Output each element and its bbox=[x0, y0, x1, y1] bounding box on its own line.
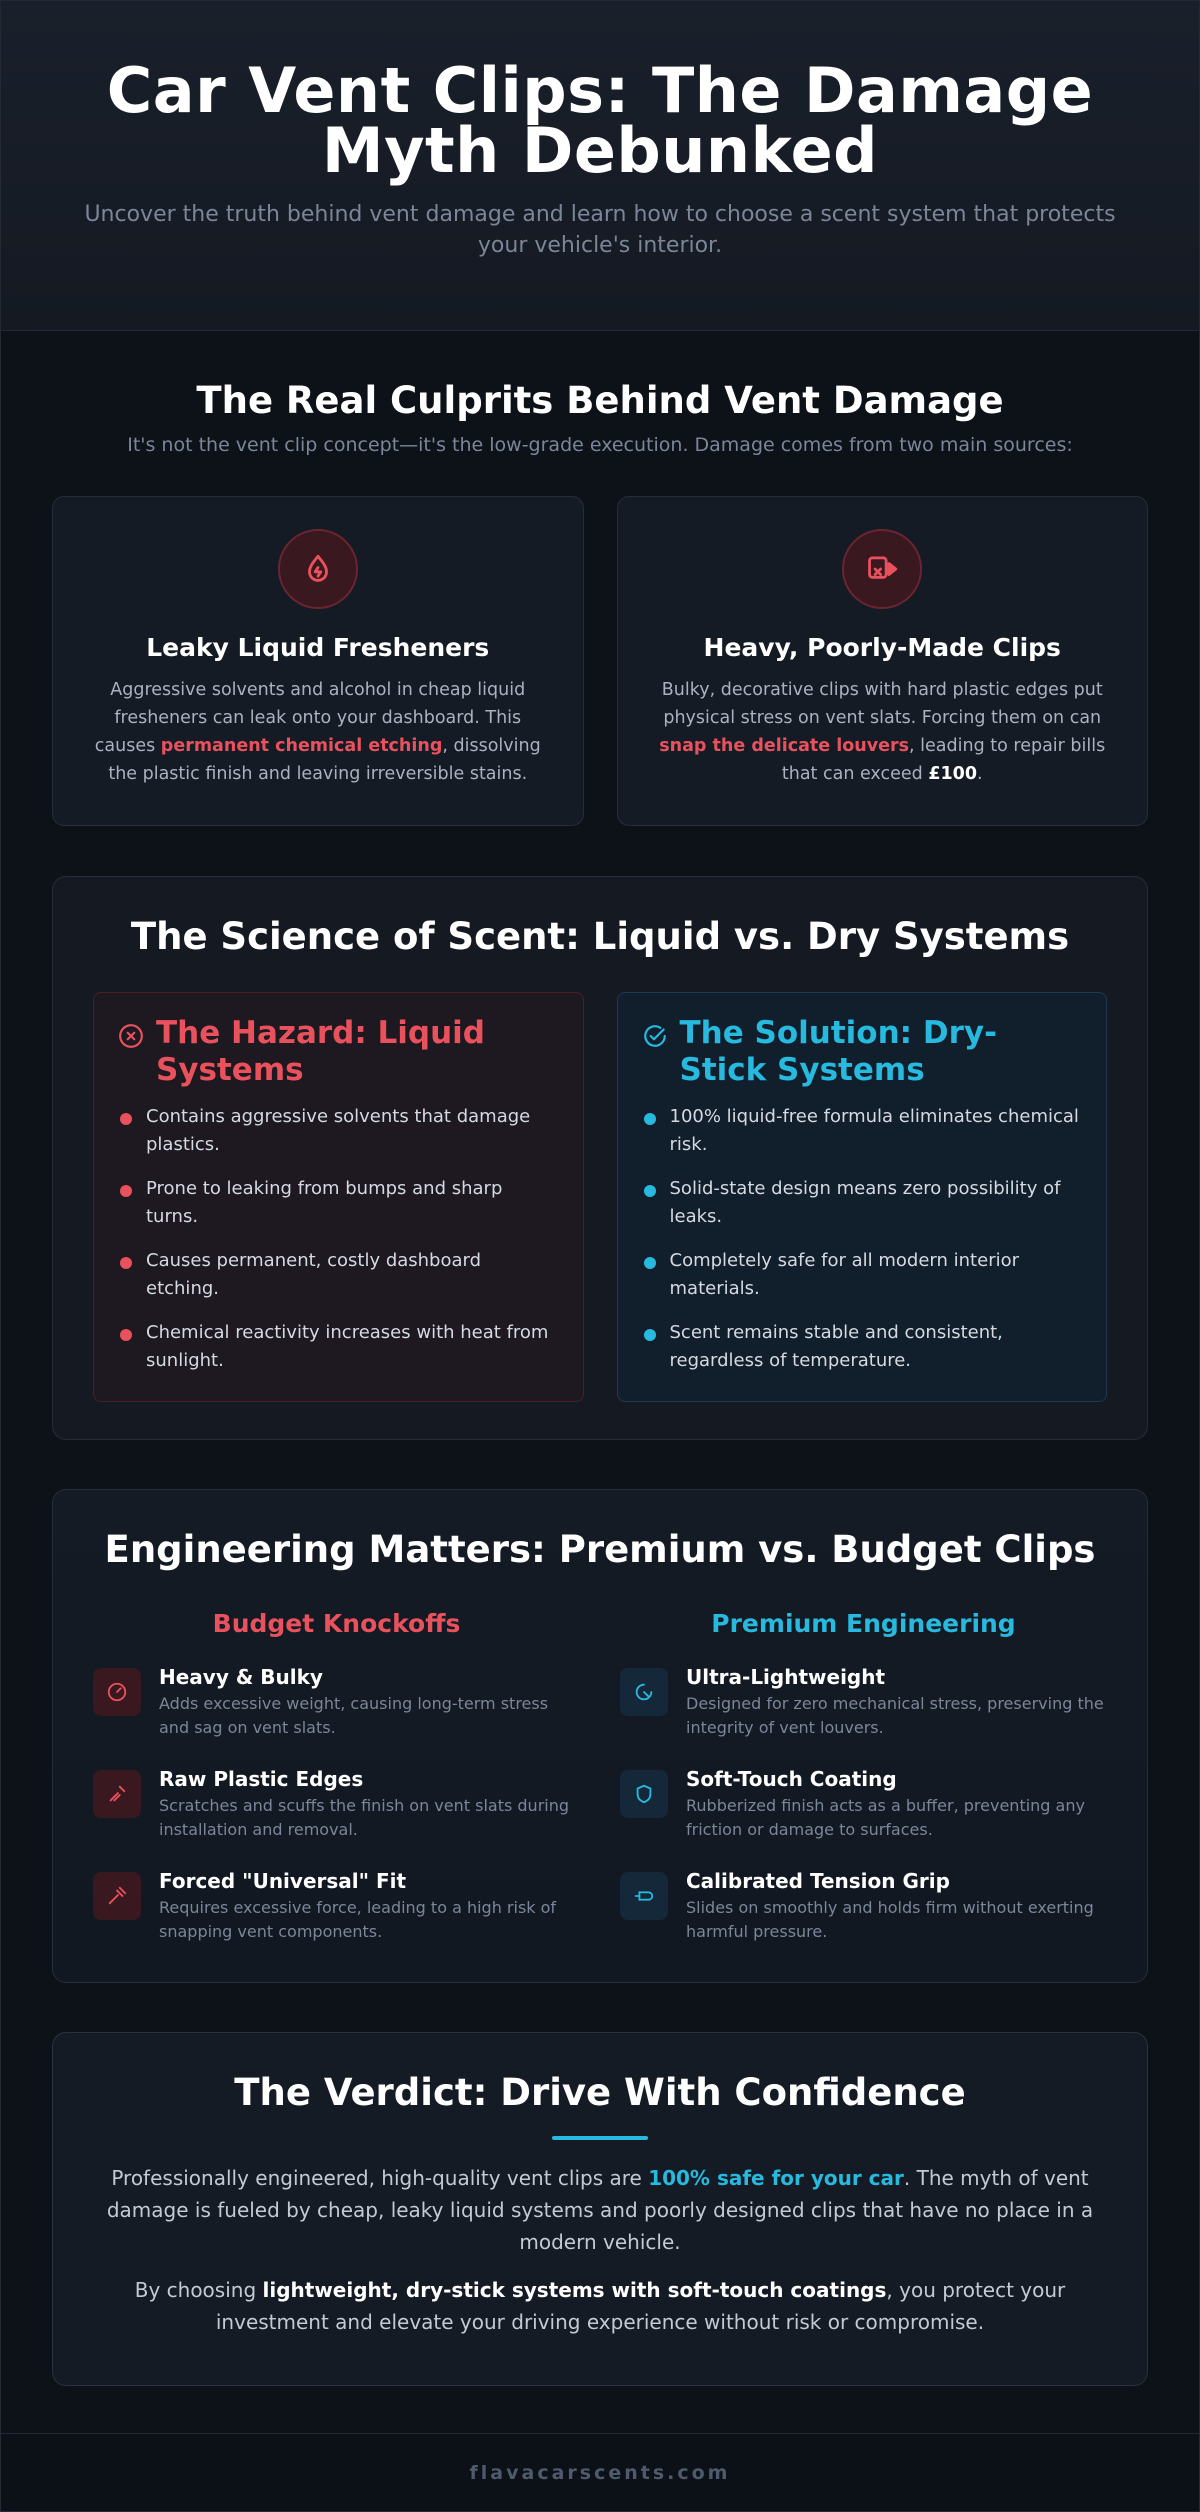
feature-title: Forced "Universal" Fit bbox=[159, 1869, 407, 1893]
budget-heading: Budget Knockoffs bbox=[212, 1609, 461, 1638]
culprits-section bbox=[1, 331, 1199, 826]
feature-item bbox=[93, 1766, 580, 1842]
feature-item bbox=[620, 1766, 1107, 1842]
list-item: Causes permanent, costly dashboard etching. bbox=[118, 1247, 559, 1303]
shield-icon bbox=[620, 1770, 668, 1818]
feature-title: Raw Plastic Edges bbox=[159, 1767, 364, 1791]
culprit-title: Leaky Liquid Fresheners bbox=[146, 633, 490, 662]
highlight-text: permanent chemical etching bbox=[160, 736, 443, 756]
feature-desc: Designed for zero mechanical stress, preserving the integrity of vent louvers. bbox=[686, 1694, 1104, 1737]
highlight-text: lightweight, dry-stick systems with soft-touch coatings bbox=[262, 2278, 887, 2302]
solution-panel bbox=[617, 992, 1108, 1402]
premium-column bbox=[620, 1609, 1107, 1970]
hero-header bbox=[1, 1, 1199, 331]
culprit-title: Heavy, Poorly-Made Clips bbox=[703, 633, 1061, 662]
liquid-drop-icon bbox=[278, 529, 358, 609]
feature-desc: Slides on smoothly and holds firm without exerting harmful pressure. bbox=[686, 1898, 1094, 1941]
culprit-card-clips bbox=[617, 496, 1149, 826]
feature-desc: Requires excessive force, leading to a high risk of snapping vent components. bbox=[159, 1898, 557, 1941]
feature-title: Heavy & Bulky bbox=[159, 1665, 323, 1689]
x-circle-icon bbox=[118, 1023, 144, 1053]
feature-item bbox=[93, 1664, 580, 1740]
list-item: Contains aggressive solvents that damage plastics. bbox=[118, 1103, 559, 1159]
grip-icon bbox=[620, 1872, 668, 1920]
culprit-card-liquid bbox=[52, 496, 584, 826]
budget-column bbox=[93, 1609, 580, 1970]
hazard-panel bbox=[93, 992, 584, 1402]
highlight-text: snap the delicate louvers bbox=[659, 736, 910, 756]
feature-item bbox=[93, 1868, 580, 1944]
feather-gauge-icon bbox=[620, 1668, 668, 1716]
feature-desc: Adds excessive weight, causing long-term stress and sag on vent slats. bbox=[159, 1694, 549, 1737]
list-item: Chemical reactivity increases with heat from sunlight. bbox=[118, 1319, 559, 1375]
weight-gauge-icon bbox=[93, 1668, 141, 1716]
feature-item bbox=[620, 1868, 1107, 1944]
check-circle-icon bbox=[642, 1023, 668, 1053]
premium-heading: Premium Engineering bbox=[711, 1609, 1016, 1638]
page-subtitle: Uncover the truth behind vent damage and learn how to choose a scent system that protects your vehicle's interior. bbox=[84, 202, 1116, 258]
hammer-icon bbox=[93, 1872, 141, 1920]
list-item: Completely safe for all modern interior materials. bbox=[642, 1247, 1083, 1303]
hazard-title: The Hazard: Liquid Systems bbox=[156, 1015, 485, 1088]
verdict-paragraph-1: Professionally engineered, high-quality vent clips are 100% safe for your car. The myth of vent damage is fueled by cheap, leaky liquid systems and poorly designed clips that have no place in a modern vehicle. bbox=[106, 2166, 1094, 2254]
page-title: Car Vent Clips: The Damage Myth Debunked bbox=[106, 54, 1094, 187]
list-item: Solid-state design means zero possibility of leaks. bbox=[642, 1175, 1083, 1231]
science-title: The Science of Scent: Liquid vs. Dry Systems bbox=[130, 915, 1070, 958]
broken-clip-icon bbox=[842, 529, 922, 609]
feature-title: Calibrated Tension Grip bbox=[686, 1869, 950, 1893]
verdict-title: The Verdict: Drive With Confidence bbox=[234, 2071, 966, 2114]
verdict-paragraph-2: By choosing lightweight, dry-stick systems with soft-touch coatings, you protect your investment and elevate your driving experience without risk or compromise. bbox=[134, 2278, 1066, 2334]
feature-desc: Rubberized finish acts as a buffer, preventing any friction or damage to surfaces. bbox=[686, 1796, 1085, 1839]
list-item: 100% liquid-free formula eliminates chemical risk. bbox=[642, 1103, 1083, 1159]
engineering-section bbox=[52, 1489, 1148, 1983]
footer-site-link[interactable]: flavacarscents.com bbox=[469, 2461, 731, 2484]
title-underline bbox=[552, 2136, 648, 2140]
scratch-icon bbox=[93, 1770, 141, 1818]
list-item: Prone to leaking from bumps and sharp turns. bbox=[118, 1175, 559, 1231]
solution-title: The Solution: Dry-Stick Systems bbox=[679, 1015, 997, 1088]
engineering-title: Engineering Matters: Premium vs. Budget Clips bbox=[104, 1528, 1096, 1571]
footer bbox=[1, 2433, 1199, 2511]
culprits-subtitle: It's not the vent clip concept—it's the low-grade execution. Damage comes from two main sources: bbox=[127, 434, 1073, 456]
feature-title: Soft-Touch Coating bbox=[686, 1767, 897, 1791]
list-item: Scent remains stable and consistent, regardless of temperature. bbox=[642, 1319, 1083, 1375]
culprits-title: The Real Culprits Behind Vent Damage bbox=[196, 379, 1004, 422]
culprit-text: Aggressive solvents and alcohol in cheap liquid fresheners can leak onto your dashboard. This causes permanent chemical etching, dissolving the plastic finish and leaving irreversible stains. bbox=[94, 680, 541, 784]
culprit-text: Bulky, decorative clips with hard plastic edges put physical stress on vent slats. Forcing them on can snap the delicate louvers, leading to repair bills that can exceed £100. bbox=[659, 680, 1106, 784]
highlight-text: 100% safe for your car bbox=[648, 2166, 904, 2190]
feature-desc: Scratches and scuffs the finish on vent slats during installation and removal. bbox=[159, 1796, 570, 1839]
feature-item bbox=[620, 1664, 1107, 1740]
verdict-section bbox=[52, 2032, 1148, 2386]
science-section bbox=[52, 876, 1148, 1440]
feature-title: Ultra-Lightweight bbox=[686, 1665, 886, 1689]
price-text: £100 bbox=[928, 764, 978, 784]
